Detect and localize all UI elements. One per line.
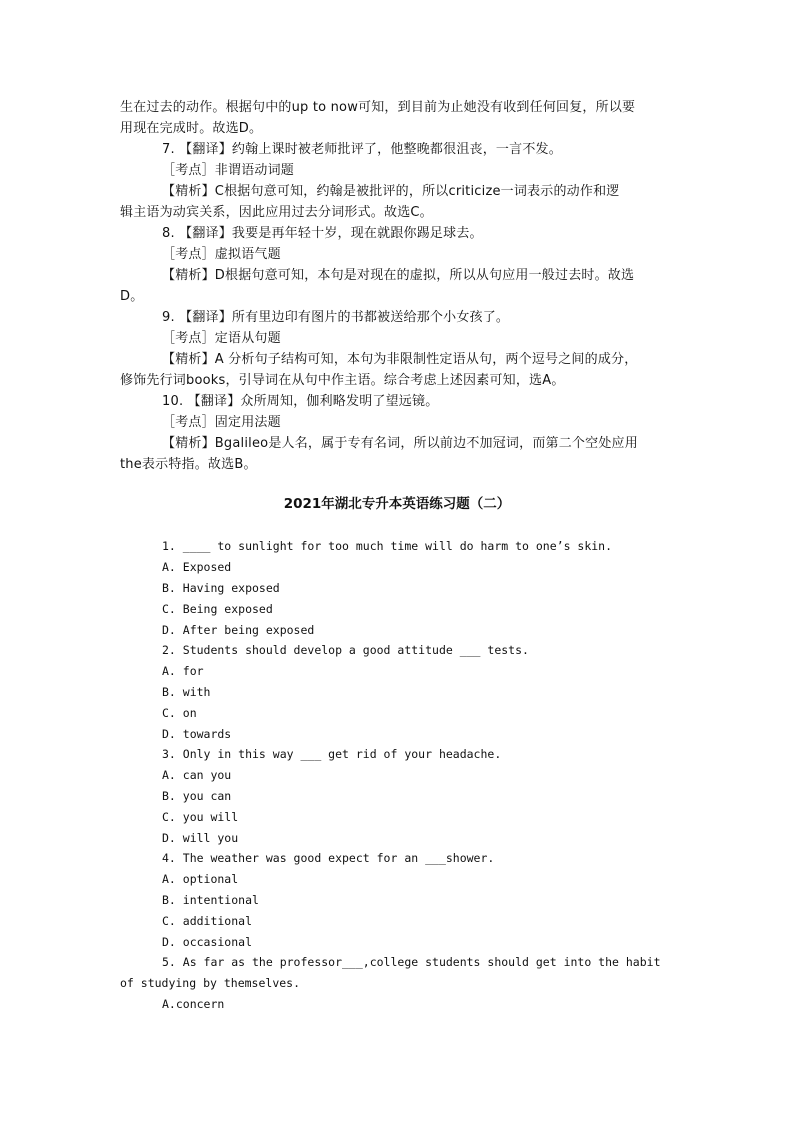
answer-option: C. additional [162,914,253,928]
analysis-line: 【精析】D根据句意可知，本句是对现在的虚拟，所以从句应用一般过去时。故选 [162,268,635,283]
answer-option: A. optional [162,872,239,886]
answer-option: B. Having exposed [162,581,280,595]
answer-option: C. on [162,706,197,720]
test-point-line: ［考点］固定用法题 [162,415,281,430]
test-point-line: ［考点］虚拟语气题 [162,247,281,262]
test-point-line: ［考点］定语从句题 [162,331,281,346]
test-point-line: ［考点］非谓语动词题 [162,163,295,178]
answer-option: C. you will [162,810,239,824]
question-stem: 5. As far as the professor___,college students should get into the habit [162,955,661,969]
analysis-line: 【精析】Bgalileo是人名，属于专有名词，所以前边不加冠词，而第二个空处应用 [162,436,638,451]
answer-option: A. Exposed [162,560,232,574]
translation-line: 7. 【翻译】约翰上课时被老师批评了，他整晚都很沮丧，一言不发。 [162,142,562,157]
answer-option: D. occasional [162,935,253,949]
answer-option: B. you can [162,789,232,803]
question-stem: 2. Students should develop a good attitude ___ tests. [162,643,529,657]
translation-line: 10. 【翻译】众所周知，伽利略发明了望远镜。 [162,394,439,409]
text-line: D。 [120,289,144,304]
answer-option: C. Being exposed [162,602,273,616]
answer-option: A. can you [162,768,232,782]
answer-option: A.concern [162,997,225,1011]
exercise-title: 2021年湖北专升本英语练习题（二） [283,496,511,512]
text-line: 生在过去的动作。根据句中的up to now可知，到目前为止她没有收到任何回复，所以要 [120,100,636,115]
analysis-line: 【精析】C根据句意可知，约翰是被批评的，所以criticize一词表示的动作和逻 [162,184,620,199]
answer-option: D. After being exposed [162,623,315,637]
answer-option: B. with [162,685,211,699]
answer-option: A. for [162,664,204,678]
translation-line: 8. 【翻译】我要是再年轻十岁，现在就跟你踢足球去。 [162,226,483,241]
text-line: 用现在完成时。故选D。 [120,121,263,136]
answer-option: D. towards [162,727,232,741]
question-stem-continuation: of studying by themselves. [120,976,301,990]
answer-option: D. will you [162,831,239,845]
text-line: the表示特指。故选B。 [120,457,257,472]
text-line: 修饰先行词books，引导词在从句中作主语。综合考虑上述因素可知，选A。 [120,373,565,388]
translation-line: 9. 【翻译】所有里边印有图片的书都被送给那个小女孩了。 [162,310,510,325]
answer-option: B. intentional [162,893,259,907]
question-stem: 1. ____ to sunlight for too much time will do harm to one’s skin. [162,539,613,553]
text-line: 辑主语为动宾关系，因此应用过去分词形式。故选C。 [120,205,433,220]
analysis-line: 【精析】A 分析句子结构可知，本句为非限制性定语从句，两个逗号之间的成分， [162,352,638,367]
question-stem: 3. Only in this way ___ get rid of your headache. [162,747,502,761]
question-stem: 4. The weather was good expect for an ___shower. [162,851,495,865]
